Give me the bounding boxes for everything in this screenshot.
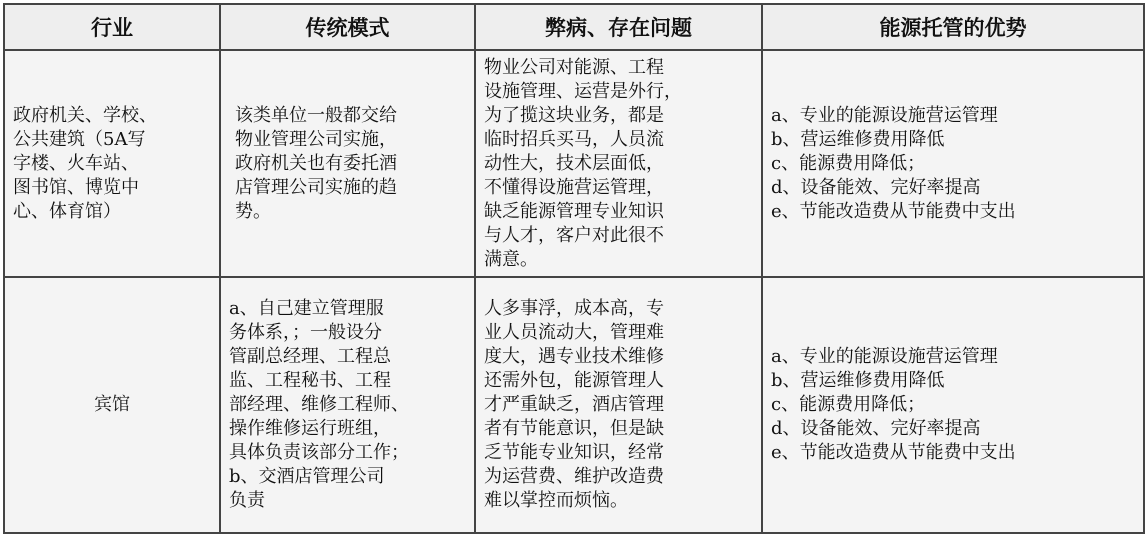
cell-line: d、设备能效、完好率提高	[771, 176, 981, 198]
industry-cell	[4, 277, 220, 533]
cell-line: 才严重缺乏，酒店管理	[484, 394, 664, 415]
cell-line: 度大，遇专业技术维修	[484, 346, 664, 367]
cell-line: 不懂得设施营运管理，	[484, 176, 664, 198]
cell-line: b、营运维修费用降低	[771, 128, 945, 150]
cell-line: 店管理公司实施的趋	[235, 176, 397, 198]
cell-line: 务体系，；一般设分	[229, 322, 382, 343]
cell-line: 政府机关也有委托酒	[235, 152, 397, 174]
cell-line: 政府机关、学校、	[13, 104, 157, 126]
cell-line: 临时招兵买马，人员流	[484, 128, 664, 150]
cell-line: a、专业的能源设施营运管理	[771, 104, 998, 126]
problems-cell	[475, 277, 762, 533]
cell-line: 监、工程秘书、工程	[229, 370, 391, 391]
cell-line: 缺乏能源管理专业知识	[484, 200, 664, 222]
cell-line: 心、体育馆）	[13, 200, 121, 222]
cell-line: a、专业的能源设施营运管理	[771, 346, 998, 367]
cell-line: 公共建筑（5A写	[13, 128, 146, 150]
cell-line: 管副总经理、工程总	[229, 346, 391, 367]
cell-line: 图书馆、博览中	[13, 176, 139, 198]
table-row	[4, 50, 1144, 277]
header-traditional-mode: 传统模式	[220, 4, 475, 50]
header-advantages: 能源托管的优势	[762, 4, 1144, 50]
cell-line: 宾馆	[94, 394, 130, 415]
cell-line: 部经理、维修工程师、	[229, 394, 409, 415]
cell-line: 动性大，技术层面低，	[484, 152, 664, 174]
cell-line: 字楼、火车站、	[13, 152, 139, 174]
header-problems: 弊病、存在问题	[475, 4, 762, 50]
cell-line: 物业公司对能源、工程	[484, 56, 664, 78]
cell-line: 与人才，客户对此很不	[484, 224, 664, 246]
cell-line: e、节能改造费从节能费中支出	[771, 200, 1016, 222]
cell-line: 者有节能意识，但是缺	[484, 418, 664, 439]
cell-line: 势。	[235, 200, 271, 222]
cell-line: b、营运维修费用降低	[771, 370, 945, 391]
cell-line: c、能源费用降低；	[771, 394, 926, 415]
advantages-cell	[762, 277, 1144, 533]
cell-line: b、交酒店管理公司	[229, 466, 385, 487]
cell-line: 乏节能专业知识，经常	[484, 442, 664, 463]
cell-line: 满意。	[484, 248, 538, 270]
cell-line: 设施管理、运营是外行，	[484, 80, 682, 102]
cell-line: 难以掌控而烦恼。	[484, 490, 628, 511]
traditional-cell	[220, 277, 475, 533]
cell-line: 负责	[229, 490, 265, 511]
cell-line: 具体负责该部分工作；	[229, 442, 409, 463]
problems-cell	[475, 50, 762, 277]
header-row	[4, 4, 1144, 50]
traditional-cell	[220, 50, 475, 277]
cell-line: 业人员流动大，管理难	[484, 322, 664, 343]
cell-line: 物业管理公司实施，	[235, 128, 397, 150]
cell-line: e、节能改造费从节能费中支出	[771, 442, 1016, 463]
cell-line: c、能源费用降低；	[771, 152, 926, 174]
table-row	[4, 277, 1144, 533]
header-industry: 行业	[4, 4, 220, 50]
comparison-table	[3, 3, 1145, 534]
cell-line: 为运营费、维护改造费	[484, 466, 664, 487]
cell-line: d、设备能效、完好率提高	[771, 418, 981, 439]
cell-line: 操作维修运行班组，	[229, 418, 391, 439]
cell-line: 为了揽这块业务，都是	[484, 104, 664, 126]
industry-cell	[4, 50, 220, 277]
cell-line: a、自己建立管理服	[229, 298, 384, 319]
cell-line: 该类单位一般都交给	[235, 104, 397, 126]
advantages-cell	[762, 50, 1144, 277]
cell-line: 人多事浮，成本高，专	[484, 298, 664, 319]
cell-line: 还需外包，能源管理人	[484, 370, 664, 391]
